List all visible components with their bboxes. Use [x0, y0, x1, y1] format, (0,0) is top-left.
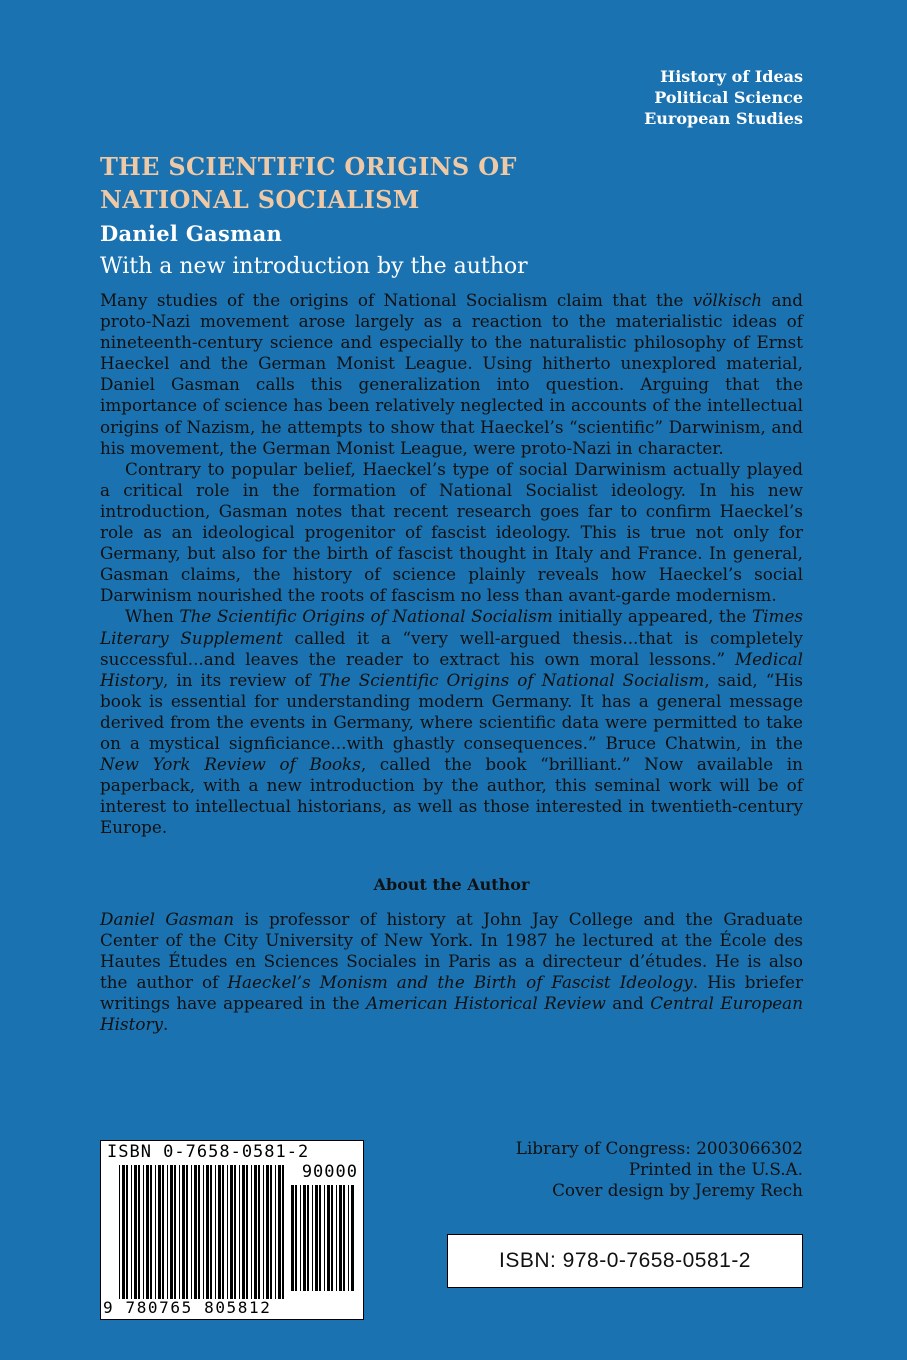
barcode-bar [339, 1185, 342, 1291]
barcode-bar [227, 1165, 228, 1299]
printed-in: Printed in the U.S.A. [628, 1159, 803, 1179]
barcode-bar [162, 1165, 164, 1299]
barcode-bar [343, 1185, 345, 1291]
barcode-addon-bars [291, 1185, 355, 1291]
barcode-bar [278, 1165, 281, 1299]
publication-info [516, 1138, 803, 1201]
title-line-2: NATIONAL SOCIALISM [100, 185, 420, 214]
category-history-of-ideas: History of Ideas [660, 67, 803, 86]
barcode-bar [222, 1165, 224, 1299]
barcode-bar [275, 1165, 276, 1299]
barcode-bar [303, 1185, 306, 1291]
category-political-science: Political Science [654, 88, 803, 107]
barcode-bar [307, 1185, 309, 1291]
book-title [100, 150, 660, 216]
subject-categories [644, 66, 803, 129]
library-of-congress: Library of Congress: 2003066302 [515, 1138, 803, 1158]
barcode-bar [206, 1165, 209, 1299]
barcode-bar [258, 1165, 260, 1299]
barcode-bar [295, 1185, 297, 1291]
barcode-bar [119, 1165, 120, 1299]
barcode-bar [203, 1165, 204, 1299]
barcode [100, 1140, 364, 1320]
barcode-bar [327, 1185, 330, 1291]
barcode-bar [179, 1165, 180, 1299]
barcode-bar [263, 1165, 264, 1299]
author-name: Daniel Gasman [100, 221, 283, 246]
intro-tagline: With a new introduction by the author [100, 254, 528, 279]
barcode-bar [218, 1165, 221, 1299]
barcode-bar [143, 1165, 144, 1299]
barcode-bar [312, 1185, 313, 1291]
barcode-bar [126, 1165, 128, 1299]
barcode-bar [239, 1165, 240, 1299]
barcode-bar [324, 1185, 325, 1291]
barcode-bar [300, 1185, 301, 1291]
barcode-bars [119, 1165, 285, 1299]
barcode-bar [146, 1165, 149, 1299]
barcode-bar [254, 1165, 257, 1299]
barcode-bar [122, 1165, 125, 1299]
isbn-box: ISBN: 978-0-7658-0581-2 [447, 1234, 803, 1288]
barcode-bar [158, 1165, 161, 1299]
barcode-bar [198, 1165, 200, 1299]
description-body [100, 290, 803, 838]
barcode-bar [167, 1165, 168, 1299]
barcode-bar [150, 1165, 152, 1299]
barcode-bar [331, 1185, 333, 1291]
barcode-bar [191, 1165, 192, 1299]
barcode-bar [234, 1165, 236, 1299]
barcode-bar [242, 1165, 245, 1299]
barcode-bar [270, 1165, 272, 1299]
barcode-bar [194, 1165, 197, 1299]
about-author-text: Daniel Gasman is professor of history at John Jay College and the Graduate Center of the City University of New York. In 1987 he lectured at the École des Hautes Études en Sciences Sociales in Paris as a directeur d’études. He is also the author of Haeckel’s Monism and the Birth of Fascist Ideology. His briefer writings have appeared in the American Historical Review and Central European History. [100, 909, 804, 1035]
barcode-bar [266, 1165, 269, 1299]
category-european-studies: European Studies [644, 109, 803, 128]
title-line-1: THE SCIENTIFIC ORIGINS OF [100, 152, 517, 181]
barcode-bar [319, 1185, 321, 1291]
barcode-bar [315, 1185, 318, 1291]
barcode-bar [336, 1185, 337, 1291]
barcode-bar [215, 1165, 216, 1299]
barcode-price-code: 90000 [301, 1162, 358, 1182]
barcode-bar [155, 1165, 156, 1299]
cover-design-credit: Cover design by Jeremy Rech [552, 1180, 803, 1200]
barcode-bar [134, 1165, 137, 1299]
barcode-isbn-label: ISBN 0-7658-0581-2 [107, 1142, 310, 1162]
barcode-bar [131, 1165, 132, 1299]
barcode-bar [210, 1165, 212, 1299]
barcode-bar [138, 1165, 140, 1299]
barcode-bar [251, 1165, 252, 1299]
paragraph-3: When The Scientific Origins of National Socialism initially appeared, the Times Literary Supplement called it a “very well-argued thesis...that is completely successful...and leaves the reader to extract his own moral lessons.” Medical History, in its review of The Scientific Origins of National Socialism, said, “His book is essential for understanding modern Germany. It has a general message derived from the events in Germany, where scientific data were permitted to take on a mystical signficiance...with ghastly consequences.” Bruce Chatwin, in the New York Review of Books, called the book “brilliant.” Now available in paperback, with a new introduction by the author, this seminal work will be of interest to intellectual historians, as well as those interested in twentieth-century Europe. [100, 606, 803, 838]
barcode-bar [170, 1165, 173, 1299]
barcode-bar [291, 1185, 294, 1291]
barcode-bar [230, 1165, 233, 1299]
barcode-bar [246, 1165, 248, 1299]
barcode-bar [351, 1185, 354, 1291]
barcode-bar [282, 1165, 284, 1299]
barcode-bar [174, 1165, 176, 1299]
barcode-digits: 9 780765 805812 [103, 1298, 272, 1317]
paragraph-1: Many studies of the origins of National Socialism claim that the völkisch and proto-Nazi movement arose largely as a reaction to the materialistic ideas of nineteenth-century science and especially to the naturalistic philosophy of Ernst Haeckel and the German Monist League. Using hitherto unexplored material, Daniel Gasman calls this generalization into question. Arguing that the importance of science has been relatively neglected in accounts of the intellectual origins of Nazism, he attempts to show that Haeckel’s “scientific” Darwinism, and his movement, the German Monist League, were proto-Nazi in character. [100, 290, 803, 458]
barcode-bar [186, 1165, 188, 1299]
barcode-bar [348, 1185, 349, 1291]
paragraph-2: Contrary to popular belief, Haeckel’s type of social Darwinism actually played a critical role in the formation of National Socialist ideology. In his new introduction, Gasman notes that recent research goes far to confirm Haeckel’s role as an ideological progenitor of fascist ideology. This is true not only for Germany, but also for the birth of fascist thought in Italy and France. In general, Gasman claims, the history of science plainly reveals how Haeckel’s social Darwinism nourished the roots of fascism no less than avant-garde modernism. [100, 458, 803, 606]
about-author-heading: About the Author [373, 875, 530, 894]
barcode-bar [182, 1165, 185, 1299]
